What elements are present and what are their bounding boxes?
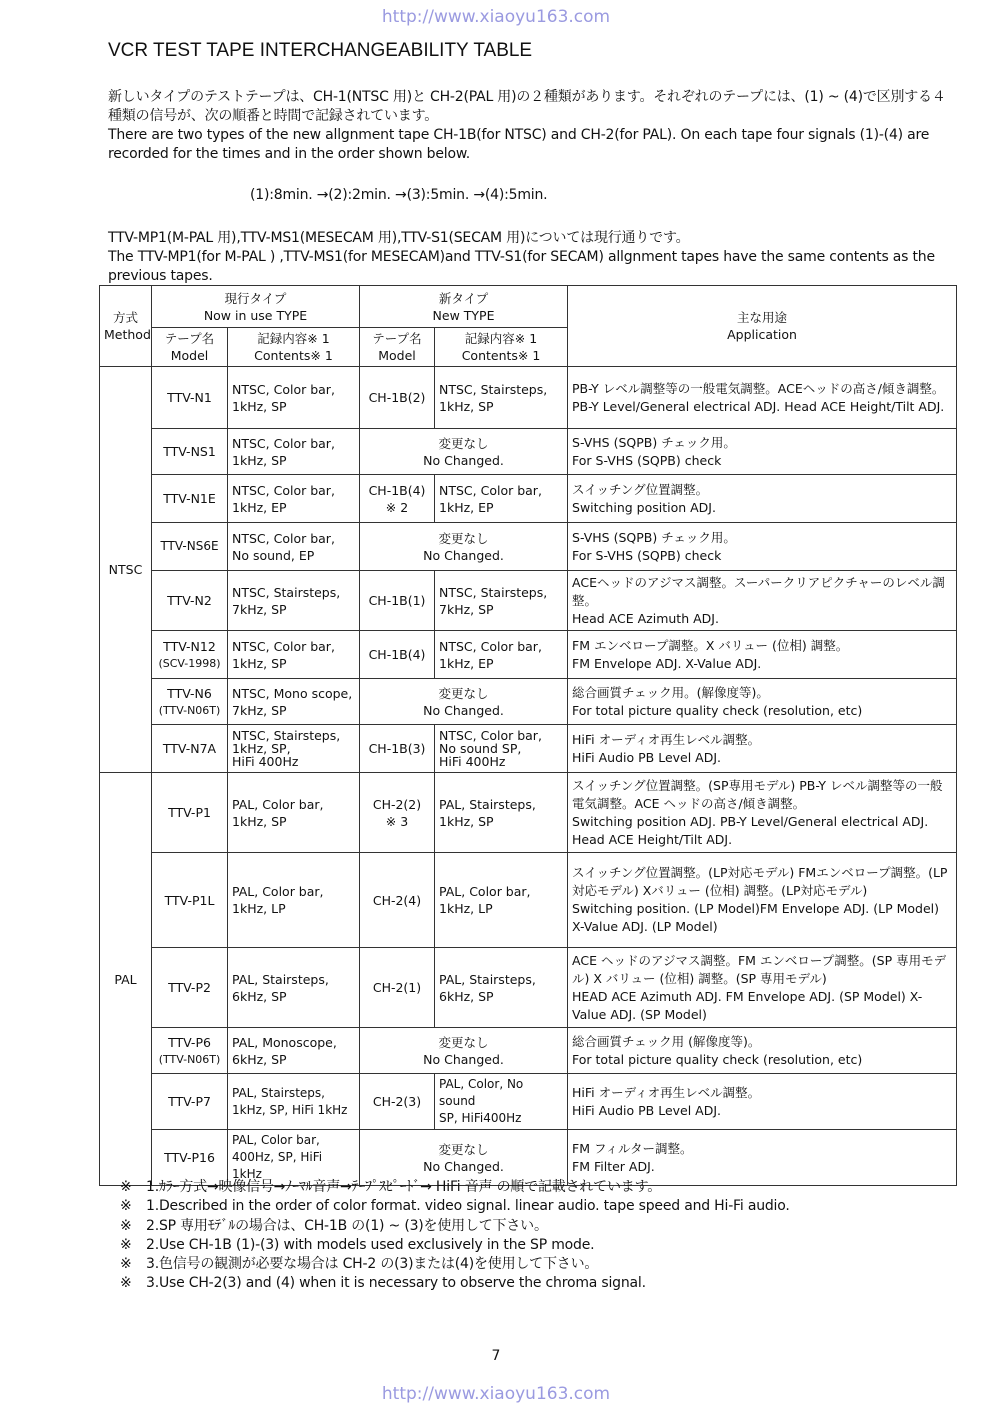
row-model: TTV-N1E (152, 475, 228, 523)
footnote (120, 1255, 790, 1274)
header-method-jp: 方式 (112, 310, 138, 325)
no-change-en: No Changed. (423, 1051, 504, 1067)
table-row (100, 725, 957, 773)
table-row (100, 429, 957, 475)
header-new-type (360, 286, 568, 328)
contents-line: PAL, Stairsteps, (232, 1085, 325, 1100)
no-change-en: No Changed. (423, 452, 504, 468)
app-jp: S-VHS (SQPB) チェック用。 (572, 434, 736, 450)
interchangeability-table (99, 285, 957, 1186)
method-pal: PAL (100, 773, 152, 1186)
app-jp: スイッチング位置調整。 (572, 481, 709, 497)
row-contents: NTSC, Color bar, 1kHz, EP (228, 475, 360, 523)
row-new-contents: NTSC, Color bar, 1kHz, EP (435, 475, 568, 523)
note-mark: ※ (120, 1236, 132, 1253)
page-title: VCR TEST TAPE INTERCHANGEABILITY TABLE (108, 40, 533, 61)
header-now-type (152, 286, 360, 328)
header-new-contents-jp: 記録内容※ 1 (464, 331, 538, 346)
row-contents (228, 1074, 360, 1130)
new-contents-line: SP, HiFi400Hz (439, 1111, 522, 1125)
table-row (100, 475, 957, 523)
app-jp: スイッチング位置調整。(SP専用モデル) PB-Y レベル調整等の一般電気調整。ACE ヘッドの高さ/傾き調整。 (572, 777, 943, 811)
row-contents: NTSC, Color bar, 1kHz, SP (228, 367, 360, 429)
app-jp: FM エンベロープ調整。X バリュー (位相) 調整。 (572, 637, 849, 653)
app-jp: 総合画質チェック用。(解像度等)。 (572, 684, 769, 700)
header-now-en: Now in use TYPE (203, 307, 308, 323)
new-model-name: CH-1B(4) (368, 482, 426, 498)
app-en: Switching position ADJ. (572, 499, 716, 515)
note-mark: ※ (120, 1256, 132, 1273)
row-contents: PAL, Monoscope, 6kHz, SP (228, 1028, 360, 1074)
table-row (100, 773, 957, 853)
no-change-en: No Changed. (423, 702, 504, 718)
model-sub: (TTV-N06T) (158, 703, 221, 717)
app-en: HEAD ACE Azimuth ADJ. FM Envelope ADJ. (SP Model) X-Value ADJ. (SP Model) (572, 988, 923, 1022)
note-text: 3.Use CH-2(3) and (4) when it is necessary to observe the chroma signal. (146, 1275, 646, 1292)
app-en: For S-VHS (SQPB) check (572, 547, 722, 563)
row-contents: NTSC, Color bar, 1kHz, SP (228, 631, 360, 679)
app-en: FM Filter ADJ. (572, 1158, 655, 1174)
header-app-en: Application (727, 327, 797, 342)
row-application (568, 367, 957, 429)
row-application (568, 429, 957, 475)
row-model (152, 1028, 228, 1074)
new-model-name: CH-2(2) (372, 796, 422, 812)
footnote (120, 1197, 790, 1216)
note-mark: ※ (120, 1198, 132, 1215)
row-new-contents: NTSC, Color bar, 1kHz, EP (435, 631, 568, 679)
note-text: 2.SP 専用ﾓﾃﾞﾙの場合は、CH-1B の(1) ~ (3)を使用して下さい。 (146, 1217, 548, 1234)
model-name: TTV-N12 (163, 638, 216, 654)
note-text: 2.Use CH-1B (1)-(3) with models used exclusively in the SP mode. (146, 1236, 595, 1253)
table-row (100, 631, 957, 679)
row-new-contents: PAL, Stairsteps, 1kHz, SP (435, 773, 568, 853)
row-new-contents: NTSC, Stairsteps, 1kHz, SP (435, 367, 568, 429)
app-jp: スイッチング位置調整。(LP対応モデル) FMエンベロープ調整。(LP対応モデル) Xバリュー (位相) 調整。(LP対応モデル) (572, 865, 948, 898)
new-model-note: ※ 3 (385, 813, 409, 829)
no-change-jp: 変更なし (438, 435, 489, 451)
row-new-model: CH-1B(3) (360, 725, 435, 773)
table-row (100, 853, 957, 948)
app-en: For total picture quality check (resolution, etc) (572, 1051, 863, 1067)
app-en: HiFi Audio PB Level ADJ. (572, 1102, 722, 1118)
contents-line: NTSC, Stairsteps, (232, 728, 341, 743)
row-contents: PAL, Stairsteps, 6kHz, SP (228, 948, 360, 1028)
app-jp: ACEヘッドのアジマス調整。スーパークリアピクチャーのレベル調整。 (572, 574, 945, 608)
header-app-jp: 主な用途 (737, 310, 788, 325)
contents-line: 1kHz, SP, (232, 741, 291, 756)
table-row (100, 571, 957, 631)
row-contents: PAL, Color bar, 1kHz, SP (228, 773, 360, 853)
row-application (568, 725, 957, 773)
app-en: Switching position ADJ. PB-Y Level/General electrical ADJ. Head ACE Height/Tilt ADJ. (572, 813, 929, 847)
row-no-change (360, 679, 568, 725)
intro-jp-2: TTV-MP1(M-PAL 用),TTV-MS1(MESECAM 用),TTV-S1(SECAM 用)については現行通りです。 (108, 230, 690, 246)
row-new-contents: PAL, Stairsteps, 6kHz, SP (435, 948, 568, 1028)
new-contents-line: PAL, Color, No sound (439, 1077, 524, 1108)
row-model: TTV-P2 (152, 948, 228, 1028)
intro-en-2: The TTV-MP1(for M-PAL ) ,TTV-MS1(for MESECAM)and TTV-S1(for SECAM) allgnment tapes have the same contents as the previous tapes. (108, 249, 935, 284)
contents-line: HiFi 400Hz (232, 754, 299, 769)
contents-line: 1kHz, SP, HiFi 1kHz (232, 1102, 348, 1117)
row-model (152, 631, 228, 679)
app-en: Switching position. (LP Model)FM Envelope ADJ. (LP Model) X-Value ADJ. (LP Model) (572, 901, 940, 934)
new-contents-line: NTSC, Color bar, (439, 728, 542, 743)
header-method-en: Method (104, 327, 151, 342)
row-application (568, 631, 957, 679)
header-now-contents-jp: 記録内容※ 1 (257, 331, 330, 346)
note-mark: ※ (120, 1179, 132, 1195)
row-model: TTV-N2 (152, 571, 228, 631)
app-en: Head ACE Azimuth ADJ. (572, 610, 719, 626)
row-no-change (360, 523, 568, 571)
app-en: HiFi Audio PB Level ADJ. (572, 749, 722, 765)
row-contents: PAL, Color bar, 1kHz, LP (228, 853, 360, 948)
footnote (120, 1274, 790, 1293)
row-new-model: CH-2(3) (360, 1074, 435, 1130)
no-change-en: No Changed. (423, 547, 504, 563)
row-no-change (360, 429, 568, 475)
row-model: TTV-P7 (152, 1074, 228, 1130)
row-application (568, 571, 957, 631)
table-row (100, 367, 957, 429)
row-application (568, 1028, 957, 1074)
row-new-model: CH-2(4) (360, 853, 435, 948)
header-method (100, 286, 152, 367)
app-jp: HiFi オーディオ再生レベル調整。 (572, 731, 761, 747)
app-jp: HiFi オーディオ再生レベル調整。 (572, 1084, 761, 1100)
app-jp: PB-Y レベル調整等の一般電気調整。ACEヘッドの高さ/傾き調整。 (572, 380, 945, 396)
row-contents: NTSC, Color bar, No sound, EP (228, 523, 360, 571)
header-new-model-jp: テープ名 (372, 331, 422, 346)
app-jp: 総合画質チェック用 (解像度等)。 (572, 1033, 761, 1049)
header-new-en: New TYPE (432, 307, 495, 323)
contents-line: 400Hz, SP, HiFi 1kHz (232, 1150, 323, 1181)
note-text: 1.ｶﾗｰ方式→映像信号→ﾉｰﾏﾙ音声→ﾃｰﾌﾟｽﾋﾟｰﾄﾞ→ HiFi 音声 の順で記載されています。 (146, 1179, 662, 1195)
header-now-model-en: Model (170, 348, 209, 363)
row-new-contents: NTSC, Stairsteps, 7kHz, SP (435, 571, 568, 631)
row-new-model: CH-1B(4) (360, 631, 435, 679)
row-model: TTV-P16 (152, 1130, 228, 1186)
row-no-change (360, 1028, 568, 1074)
intro-jp-1: 新しいタイプのテストテープは、CH-1(NTSC 用)と CH-2(PAL 用)の２種類があります。それぞれのテープには、(1) ~ (4)で区別する４種類の信号が、次の順番と時間で記録されています。 (108, 89, 946, 124)
row-model (152, 679, 228, 725)
new-model-note: ※ 2 (385, 499, 409, 515)
header-new-model (360, 328, 435, 367)
row-application (568, 523, 957, 571)
table-row (100, 679, 957, 725)
note-text: 1.Described in the order of color format. video signal. linear audio. tape speed and Hi-Fi audio. (146, 1198, 790, 1215)
model-name: TTV-P6 (168, 1034, 211, 1050)
row-model: TTV-N7A (152, 725, 228, 773)
row-application (568, 679, 957, 725)
intro-en-1: There are two types of the new allgnment tape CH-1B(for NTSC) and CH-2(for PAL). On each tape four signals (1)-(4) are recorded for the times and in the order shown below. (108, 127, 930, 162)
header-now-contents (228, 328, 360, 367)
no-change-jp: 変更なし (438, 530, 489, 546)
row-application (568, 948, 957, 1028)
footnote (120, 1236, 790, 1255)
app-en: PB-Y Level/General electrical ADJ. Head ACE Height/Tilt ADJ. (572, 398, 945, 414)
row-application (568, 773, 957, 853)
row-new-model (360, 475, 435, 523)
row-model: TTV-P1L (152, 853, 228, 948)
no-change-jp: 変更なし (438, 1034, 489, 1050)
footnotes (120, 1178, 790, 1294)
row-contents (228, 725, 360, 773)
header-application (568, 286, 957, 367)
header-now-model (152, 328, 228, 367)
header-new-contents-en: Contents※ 1 (461, 348, 541, 363)
model-sub: (SCV-1998) (158, 656, 221, 670)
row-application (568, 1074, 957, 1130)
contents-line: PAL, Color bar, (232, 1133, 320, 1147)
model-name: TTV-N6 (167, 685, 212, 701)
row-application (568, 475, 957, 523)
header-now-contents-en: Contents※ 1 (254, 348, 333, 363)
table-row (100, 948, 957, 1028)
table-row (100, 1028, 957, 1074)
row-new-model: CH-1B(2) (360, 367, 435, 429)
new-contents-line: No sound SP, (439, 741, 522, 756)
row-contents: NTSC, Color bar, 1kHz, SP (228, 429, 360, 475)
table-row (100, 1074, 957, 1130)
app-jp: FM フィルター調整。 (572, 1140, 693, 1156)
model-sub: (TTV-N06T) (158, 1052, 221, 1066)
no-change-jp: 変更なし (438, 685, 489, 701)
method-ntsc: NTSC (100, 367, 152, 773)
row-model: TTV-NS6E (152, 523, 228, 571)
app-en: For total picture quality check (resolution, etc) (572, 702, 863, 718)
no-change-en: No Changed. (423, 1158, 504, 1174)
row-contents: NTSC, Stairsteps, 7kHz, SP (228, 571, 360, 631)
app-jp: S-VHS (SQPB) チェック用。 (572, 529, 736, 545)
row-new-contents (435, 1074, 568, 1130)
note-text: 3.色信号の観測が必要な場合は CH-2 の(3)または(4)を使用して下さい。 (146, 1256, 599, 1273)
row-new-model (360, 773, 435, 853)
row-new-model: CH-1B(1) (360, 571, 435, 631)
note-mark: ※ (120, 1217, 132, 1234)
header-new-jp: 新タイプ (438, 290, 489, 306)
app-jp: ACE ヘッドのアジマス調整。FM エンベロープ調整。(SP 専用モデル) X バリュー (位相) 調整。(SP 専用モデル) (572, 952, 947, 986)
new-contents-line: HiFi 400Hz (439, 754, 506, 769)
header-new-contents (435, 328, 568, 367)
row-model: TTV-N1 (152, 367, 228, 429)
app-en: FM Envelope ADJ. X-Value ADJ. (572, 655, 762, 671)
header-new-model-en: Model (378, 348, 416, 363)
page-number: 7 (491, 1348, 501, 1364)
app-en: For S-VHS (SQPB) check (572, 452, 722, 468)
row-new-contents: PAL, Color bar, 1kHz, LP (435, 853, 568, 948)
watermark-url-bottom: http://www.xiaoyu163.com (381, 1384, 611, 1404)
row-new-model: CH-2(1) (360, 948, 435, 1028)
row-model: TTV-NS1 (152, 429, 228, 475)
row-model: TTV-P1 (152, 773, 228, 853)
signal-sequence: (1):8min. →(2):2min. →(3):5min. →(4):5min. (250, 187, 548, 203)
table-row (100, 523, 957, 571)
no-change-jp: 変更なし (438, 1141, 489, 1157)
footnote (120, 1217, 790, 1236)
watermark-url-top: http://www.xiaoyu163.com (381, 7, 611, 27)
header-now-jp: 現行タイプ (224, 290, 287, 306)
footnote (120, 1178, 790, 1197)
row-new-contents (435, 725, 568, 773)
row-contents: NTSC, Mono scope, 7kHz, SP (228, 679, 360, 725)
note-mark: ※ (120, 1275, 132, 1292)
row-application (568, 853, 957, 948)
header-now-model-jp: テープ名 (164, 331, 215, 346)
intro-text (108, 88, 948, 286)
